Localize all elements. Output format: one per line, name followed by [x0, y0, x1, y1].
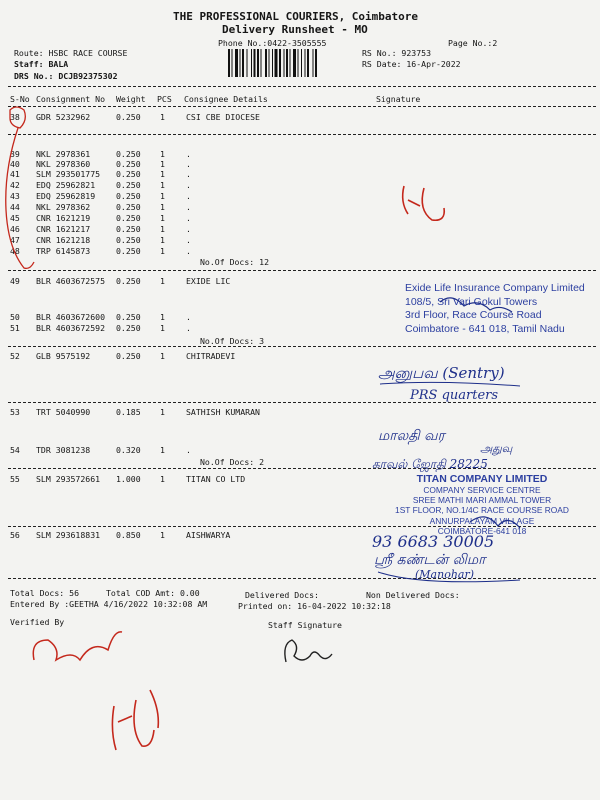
row-consignee: AISHWARYA	[186, 530, 231, 540]
row-pcs: 1	[160, 235, 165, 245]
row-weight: 0.250	[116, 323, 141, 333]
row-separator	[8, 578, 596, 579]
row-sno: 44	[10, 202, 20, 212]
titan-stamp-line: ANNURPALAYAM VILLAGE	[429, 515, 535, 526]
row-consignment: NKL 2978362	[36, 202, 91, 212]
row-consignment: TRT 5040990	[36, 407, 91, 417]
row-sno: 52	[10, 351, 20, 361]
entered-by: Entered By :GEETHA 4/16/2022 10:32:08 AM	[10, 599, 208, 609]
row-sno: 43	[10, 191, 20, 201]
barcode-bar	[286, 49, 288, 77]
exide-stamp-line: 108/5, Sri Vari Gokul Towers	[405, 295, 538, 308]
row-sno: 46	[10, 224, 20, 234]
barcode-bar	[279, 49, 281, 77]
barcode-bar	[284, 49, 285, 77]
row-weight: 1.000	[116, 474, 141, 484]
row-sno: 51	[10, 323, 20, 333]
row-weight: 0.250	[116, 213, 141, 223]
row-consignee: CSI CBE DIOCESE	[186, 112, 260, 122]
row-separator	[8, 134, 596, 135]
row-weight: 0.250	[116, 224, 141, 234]
handwritten-relation: (Manohar)	[415, 568, 475, 581]
row-pcs: 1	[160, 445, 165, 455]
row-consignee: CHITRADEVI	[186, 351, 236, 361]
row-consignment: SLM 293618831	[36, 530, 101, 540]
row-weight: 0.250	[116, 202, 141, 212]
row-weight: 0.250	[116, 191, 141, 201]
col-weight: Weight	[116, 94, 146, 104]
barcode-bar	[265, 49, 267, 77]
row-pcs: 1	[160, 323, 165, 333]
row-weight: 0.250	[116, 351, 141, 361]
drs-number: DRS No.: DCJB92375302	[14, 71, 118, 81]
row-sno: 49	[10, 276, 20, 286]
row-pcs: 1	[160, 474, 165, 484]
row-consignment: GLB 9575192	[36, 351, 91, 361]
row-consignee: TITAN CO LTD	[186, 474, 246, 484]
header-rule	[8, 86, 596, 87]
barcode-bar	[254, 49, 256, 77]
delivered-docs: Delivered Docs:	[245, 590, 319, 600]
titan-stamp-line: SREE MATHI MARI AMMAL TOWER	[412, 495, 552, 506]
rs-date: RS Date: 16-Apr-2022	[362, 59, 461, 69]
handwritten-prs: PRS quarters	[410, 388, 499, 403]
handwritten-sentry: அனுபவ (Sentry)	[378, 364, 505, 382]
row-consignee: SATHISH KUMARAN	[186, 407, 260, 417]
row-consignment: EDQ 25962821	[36, 180, 96, 190]
row-consignee: .	[186, 235, 191, 245]
barcode-bar	[261, 49, 262, 77]
row-pcs: 1	[160, 530, 165, 540]
titan-stamp-line: COIMBATORE-641 018	[437, 525, 527, 536]
exide-stamp	[405, 282, 585, 336]
route-label: Route: HSBC RACE COURSE	[14, 48, 128, 58]
row-consignee: .	[186, 224, 191, 234]
barcode-bar	[228, 49, 230, 77]
row-sno: 39	[10, 149, 20, 159]
row-consignee: .	[186, 202, 191, 212]
row-consignee: .	[186, 191, 191, 201]
row-consignee: .	[186, 169, 191, 179]
company-title: THE PROFESSIONAL COURIERS, Coimbatore	[173, 10, 419, 23]
row-pcs: 1	[160, 159, 165, 169]
group-count-2: No.Of Docs: 3	[200, 336, 265, 346]
barcode-bar	[235, 49, 238, 77]
row-consignment: NKL 2978360	[36, 159, 91, 169]
row-separator	[8, 468, 596, 469]
row-consignment: NKL 2978361	[36, 149, 91, 159]
row-sno: 45	[10, 213, 20, 223]
exide-stamp-line: 3rd Floor, Race Course Road	[405, 309, 542, 321]
row-weight: 0.250	[116, 169, 141, 179]
row-weight: 0.250	[116, 235, 141, 245]
exide-stamp-line: Coimbatore - 641 018, Tamil Nadu	[405, 322, 565, 335]
total-cod: Total COD Amt: 0.00	[106, 588, 200, 598]
row-pcs: 1	[160, 246, 165, 256]
row-weight: 0.850	[116, 530, 141, 540]
row-pcs: 1	[160, 169, 165, 179]
row-consignment: TRP 6145873	[36, 246, 91, 256]
row-consignee: .	[186, 159, 191, 169]
row-weight: 0.250	[116, 276, 141, 286]
row-pcs: 1	[160, 312, 165, 322]
handwritten-signature: மாலதி வர	[378, 428, 445, 444]
row-sno: 38	[10, 112, 20, 122]
barcode-bar	[290, 49, 291, 77]
row-sno: 40	[10, 159, 20, 169]
col-signature: Signature	[376, 94, 421, 104]
row-consignee: .	[186, 180, 191, 190]
row-pcs: 1	[160, 202, 165, 212]
row-weight: 0.250	[116, 180, 141, 190]
barcode-bar	[232, 49, 233, 77]
row-pcs: 1	[160, 276, 165, 286]
row-consignee: EXIDE LIC	[186, 276, 231, 286]
row-pcs: 1	[160, 149, 165, 159]
barcode	[228, 49, 360, 77]
row-consignment: EDQ 25962819	[36, 191, 96, 201]
staff-label: Staff: BALA	[14, 59, 69, 69]
row-sno: 42	[10, 180, 20, 190]
row-consignment: SLM 293572661	[36, 474, 101, 484]
col-consignment: Consignment No	[36, 94, 106, 104]
col-consignee: Consignee Details	[184, 94, 268, 104]
non-delivered-docs: Non Delivered Docs:	[366, 590, 460, 600]
page-number: Page No.:2	[448, 38, 498, 48]
row-separator	[8, 270, 596, 271]
column-rule	[8, 106, 596, 107]
staff-signature	[285, 640, 332, 662]
phone-number: Phone No.:0422-3505555	[218, 38, 327, 48]
group-count-3: No.Of Docs: 2	[200, 457, 265, 467]
barcode-bar	[257, 49, 259, 77]
barcode-bar	[247, 49, 248, 77]
group-count-1: No.Of Docs: 12	[200, 257, 270, 267]
handwritten-note: அதுவு	[480, 442, 513, 455]
red-signature	[403, 186, 445, 220]
row-weight: 0.250	[116, 159, 141, 169]
row-pcs: 1	[160, 180, 165, 190]
barcode-bar	[251, 49, 252, 77]
row-consignment: CNR 1621217	[36, 224, 91, 234]
barcode-bar	[272, 49, 273, 77]
verified-by-label: Verified By	[10, 617, 65, 627]
row-pcs: 1	[160, 191, 165, 201]
row-sno: 50	[10, 312, 20, 322]
barcode-bar	[242, 49, 244, 77]
row-weight: 0.250	[116, 312, 141, 322]
barcode-bar	[315, 49, 317, 77]
handwritten-phone: 93 6683 30005	[372, 532, 495, 551]
row-sno: 56	[10, 530, 20, 540]
row-consignee: .	[186, 246, 191, 256]
row-consignment: SLM 293501775	[36, 169, 101, 179]
titan-stamp	[366, 473, 598, 536]
barcode-bar	[269, 49, 270, 77]
barcode-bar	[305, 49, 306, 77]
barcode-bar	[313, 49, 314, 77]
row-pcs: 1	[160, 351, 165, 361]
barcode-bar	[240, 49, 241, 77]
red-scribble-mark	[112, 690, 158, 750]
row-pcs: 1	[160, 407, 165, 417]
verified-signature	[33, 632, 122, 660]
titan-stamp-line: COMPANY SERVICE CENTRE	[423, 485, 541, 495]
row-weight: 0.250	[116, 112, 141, 122]
row-sno: 53	[10, 407, 20, 417]
handwritten-name: காவல் ஜோதி 28225	[372, 457, 488, 471]
row-weight: 0.320	[116, 445, 141, 455]
row-weight: 0.250	[116, 149, 141, 159]
barcode-bar	[275, 49, 278, 77]
row-separator	[8, 402, 596, 403]
row-weight: 0.250	[116, 246, 141, 256]
barcode-bar	[293, 49, 296, 77]
row-consignee: .	[186, 213, 191, 223]
row-consignee: .	[186, 149, 191, 159]
row-consignee: .	[186, 445, 191, 455]
exide-stamp-line: Exide Life Insurance Company Limited	[405, 282, 585, 294]
row-sno: 54	[10, 445, 20, 455]
row-pcs: 1	[160, 112, 165, 122]
row-consignment: BLR 4603672575	[36, 276, 106, 286]
handwritten-aishwarya: ஸ்ரீ கண்டன் லிமா	[374, 552, 486, 568]
col-sno: S-No	[10, 94, 30, 104]
row-pcs: 1	[160, 213, 165, 223]
printed-on: Printed on: 16-04-2022 10:32:18	[238, 601, 391, 611]
titan-stamp-line: TITAN COMPANY LIMITED	[416, 473, 548, 485]
col-pcs: PCS	[157, 94, 172, 104]
row-consignment: GDR 5232962	[36, 112, 91, 122]
titan-stamp-line: 1ST FLOOR, NO.1/4C RACE COURSE ROAD	[395, 505, 569, 516]
barcode-bar	[298, 49, 299, 77]
staff-signature-label: Staff Signature	[268, 620, 342, 630]
row-consignee: .	[186, 323, 191, 333]
runsheet-subtitle: Delivery Runsheet - MO	[222, 23, 368, 36]
row-weight: 0.185	[116, 407, 141, 417]
rs-number: RS No.: 923753	[362, 48, 432, 58]
row-sno: 55	[10, 474, 20, 484]
row-consignment: TDR 3081238	[36, 445, 91, 455]
row-pcs: 1	[160, 224, 165, 234]
row-sno: 48	[10, 246, 20, 256]
row-separator	[8, 346, 596, 347]
barcode-bar	[307, 49, 309, 77]
row-consignment: BLR 4603672600	[36, 312, 106, 322]
row-consignee: .	[186, 312, 191, 322]
row-consignment: CNR 1621219	[36, 213, 91, 223]
total-docs: Total Docs: 56	[10, 588, 80, 598]
row-sno: 41	[10, 169, 20, 179]
row-sno: 47	[10, 235, 20, 245]
row-consignment: BLR 4603672592	[36, 323, 106, 333]
barcode-bar	[301, 49, 302, 77]
row-consignment: CNR 1621218	[36, 235, 91, 245]
